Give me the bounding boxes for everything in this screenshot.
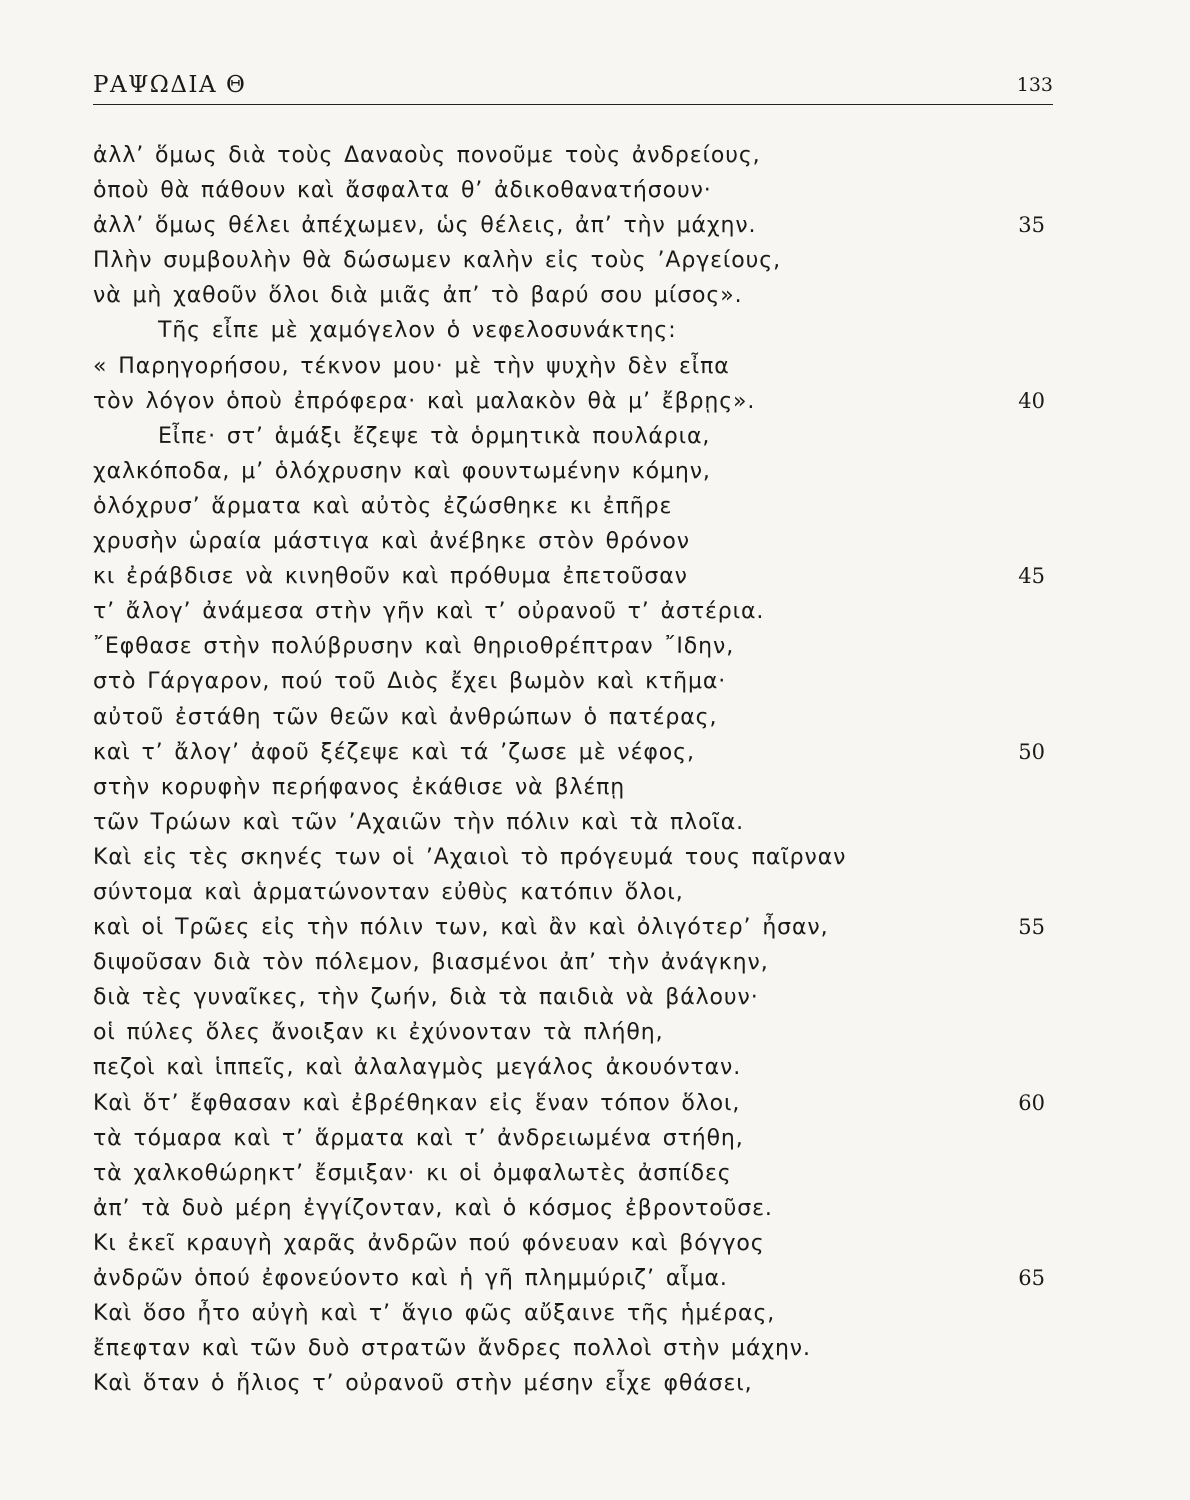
verse-text: καὶ οἱ Τρῶες εἰς τὴν πόλιν των, καὶ ἂν καὶ ὀλιγότερ’ ἦσαν, xyxy=(93,915,829,941)
verse-text: Καὶ ὅτ’ ἔφθασαν καὶ ἐβρέθηκαν εἰς ἕναν τόπον ὅλοι, xyxy=(93,1090,741,1116)
verse-text: αὐτοῦ ἐστάθη τῶν θεῶν καὶ ἀνθρώπων ὁ πατέρας, xyxy=(93,704,718,730)
verse-text: κι ἐράβδισε νὰ κινηθοῦν καὶ πρόθυμα ἐπετοῦσαν xyxy=(93,564,688,590)
verse-text: τ’ ἄλογ’ ἀνάμεσα στὴν γῆν καὶ τ’ οὐρανοῦ τ’ ἀστέρια. xyxy=(93,599,765,625)
verse-text: πεζοὶ καὶ ἱππεῖς, καὶ ἀλαλαγμὸς μεγάλος ἀκουόνταν. xyxy=(93,1055,742,1081)
verse-text: ἀπ’ τὰ δυὸ μέρη ἐγγίζονταν, καὶ ὁ κόσμος ἐβροντοῦσε. xyxy=(93,1195,773,1221)
verse-line xyxy=(93,243,1053,278)
verse-line xyxy=(93,840,1053,875)
verse-line xyxy=(93,1191,1053,1226)
verse-text: διὰ τὲς γυναῖκες, τὴν ζωήν, διὰ τὰ παιδιὰ νὰ βάλουν· xyxy=(93,985,759,1011)
verse-line xyxy=(93,1331,1053,1366)
verse-line xyxy=(93,664,1053,699)
verse-line xyxy=(93,419,1053,454)
verse-text: τὸν λόγον ὁποὺ ἐπρόφερα· καὶ μαλακὸν θὰ μ’ ἔβρῃς». xyxy=(93,388,756,414)
verse-text: Καὶ ὅταν ὁ ἥλιος τ’ οὐρανοῦ στὴν μέσην εἶχε φθάσει, xyxy=(93,1371,753,1397)
verse-line xyxy=(93,1015,1053,1050)
verse-line xyxy=(93,349,1053,384)
verse-text: ῎Εφθασε στὴν πολύβρυσην καὶ θηριοθρέπτραν ῎Ιδην, xyxy=(93,634,735,660)
verse-line xyxy=(93,980,1053,1015)
verse-line xyxy=(93,1261,1053,1296)
verse-text: ἔπεφταν καὶ τῶν δυὸ στρατῶν ἄνδρες πολλοὶ στὴν μάχην. xyxy=(93,1336,811,1362)
verse-text: τῶν Τρώων καὶ τῶν ’Αχαιῶν τὴν πόλιν καὶ τὰ πλοῖα. xyxy=(93,809,745,835)
verse-line xyxy=(93,559,1053,594)
verse-text: στὴν κορυφὴν περήφανος ἐκάθισε νὰ βλέπῃ xyxy=(93,774,626,800)
verse-line xyxy=(93,1366,1053,1401)
verse-text: χρυσὴν ὡραία μάστιγα καὶ ἀνέβηκε στὸν θρόνον xyxy=(93,529,690,555)
verse-text: ἀλλ’ ὅμως θέλει ἀπέχωμεν, ὡς θέλεις, ἀπ’ τὴν μάχην. xyxy=(93,213,757,239)
verse-text: ὁποὺ θὰ πάθουν καὶ ἄσφαλτα θ’ ἀδικοθανατήσουν· xyxy=(93,178,712,204)
verse-text: στὸ Γάργαρον, πού τοῦ Διὸς ἔχει βωμὸν καὶ κτῆμα· xyxy=(93,669,727,695)
verse-line xyxy=(93,524,1053,559)
verse-line xyxy=(93,1156,1053,1191)
verse-text: διψοῦσαν διὰ τὸν πόλεμον, βιασμένοι ἀπ’ τὴν ἀνάγκην, xyxy=(93,950,769,976)
verse-line xyxy=(93,313,1053,348)
line-number: 60 xyxy=(1018,1090,1045,1115)
verse-line xyxy=(93,384,1053,419)
verse-text: τὰ τόμαρα καὶ τ’ ἅρματα καὶ τ’ ἀνδρειωμένα στήθη, xyxy=(93,1125,744,1151)
verse-text: Πλὴν συμβουλὴν θὰ δώσωμεν καλὴν εἰς τοὺς ’Αργείους, xyxy=(93,248,781,274)
verse-line xyxy=(93,629,1053,664)
line-number: 55 xyxy=(1018,915,1045,940)
verse-line xyxy=(93,173,1053,208)
line-number: 50 xyxy=(1018,739,1045,764)
verse-text: οἱ πύλες ὅλες ἄνοιξαν κι ἐχύνονταν τὰ πλήθη, xyxy=(93,1020,664,1046)
verse-text: Τῆς εἶπε μὲ χαμόγελον ὁ νεφελοσυνάκτης: xyxy=(158,318,677,344)
verse-line xyxy=(93,770,1053,805)
verse-text: ὁλόχρυσ’ ἅρματα καὶ αὐτὸς ἐζώσθηκε κι ἐπῆρε xyxy=(93,493,673,519)
verse-line xyxy=(93,594,1053,629)
verse-text: ἀνδρῶν ὁπού ἐφονεύοντο καὶ ἡ γῆ πλημμύριζ’ αἷμα. xyxy=(93,1266,728,1291)
verse-line xyxy=(93,138,1053,173)
line-number: 45 xyxy=(1018,564,1045,589)
line-number: 35 xyxy=(1018,213,1045,238)
header-rule xyxy=(93,104,1053,105)
verse-line xyxy=(93,735,1053,770)
verse-line xyxy=(93,1086,1053,1121)
verse-line xyxy=(93,1050,1053,1085)
page-number: 133 xyxy=(1016,74,1053,96)
verse-text: καὶ τ’ ἄλογ’ ἀφοῦ ξέζεψε καὶ τά ’ζωσε μὲ νέφος, xyxy=(93,739,695,765)
verse-line xyxy=(93,208,1053,243)
line-number: 65 xyxy=(1018,1266,1045,1290)
verse-text: Κι ἐκεῖ κραυγὴ χαρᾶς ἀνδρῶν πού φόνευαν καὶ βόγγος xyxy=(93,1230,765,1256)
verse-line xyxy=(93,1226,1053,1261)
verse-line xyxy=(93,945,1053,980)
verse-text: Εἶπε· στ’ ἁμάξι ἔζεψε τὰ ὁρμητικὰ πουλάρια, xyxy=(158,423,711,449)
verse-text: Καὶ εἰς τὲς σκηνές των οἱ ’Αχαιοὶ τὸ πρόγευμά τους παῖρναν xyxy=(93,844,847,870)
line-number: 40 xyxy=(1018,388,1045,413)
verse-text: νὰ μὴ χαθοῦν ὅλοι διὰ μιᾶς ἀπ’ τὸ βαρύ σου μίσος». xyxy=(93,283,743,309)
verse-text: τὰ χαλκοθώρηκτ’ ἔσμιξαν· κι οἱ ὀμφαλωτὲς ἀσπίδες xyxy=(93,1160,732,1186)
verse-text: χαλκόποδα, μ’ ὁλόχρυσην καὶ φουντωμένην κόμην, xyxy=(93,458,711,484)
verse-text: σύντομα καὶ ἁρματώνονταν εὐθὺς κατόπιν ὅλοι, xyxy=(93,879,684,905)
verse-line xyxy=(93,1296,1053,1331)
verse-text: Καὶ ὅσο ἦτο αὐγὴ καὶ τ’ ἅγιο φῶς αὔξαινε τῆς ἡμέρας, xyxy=(93,1301,776,1327)
running-title: ΡΑΨΩΔΙΑ Θ xyxy=(93,72,247,98)
page-header xyxy=(93,72,1053,102)
verse-line xyxy=(93,875,1053,910)
verse-line xyxy=(93,700,1053,735)
verse-line xyxy=(93,454,1053,489)
verse-text: ἀλλ’ ὅμως διὰ τοὺς Δαναοὺς πονοῦμε τοὺς ἀνδρείους, xyxy=(93,143,761,168)
verse-line xyxy=(93,278,1053,313)
verse-line xyxy=(93,1121,1053,1156)
verse-line xyxy=(93,489,1053,524)
verse-block xyxy=(93,138,1053,1401)
verse-line xyxy=(93,910,1053,945)
verse-text: « Παρηγορήσου, τέκνον μου· μὲ τὴν ψυχὴν δὲν εἶπα xyxy=(93,353,730,379)
verse-line xyxy=(93,805,1053,840)
